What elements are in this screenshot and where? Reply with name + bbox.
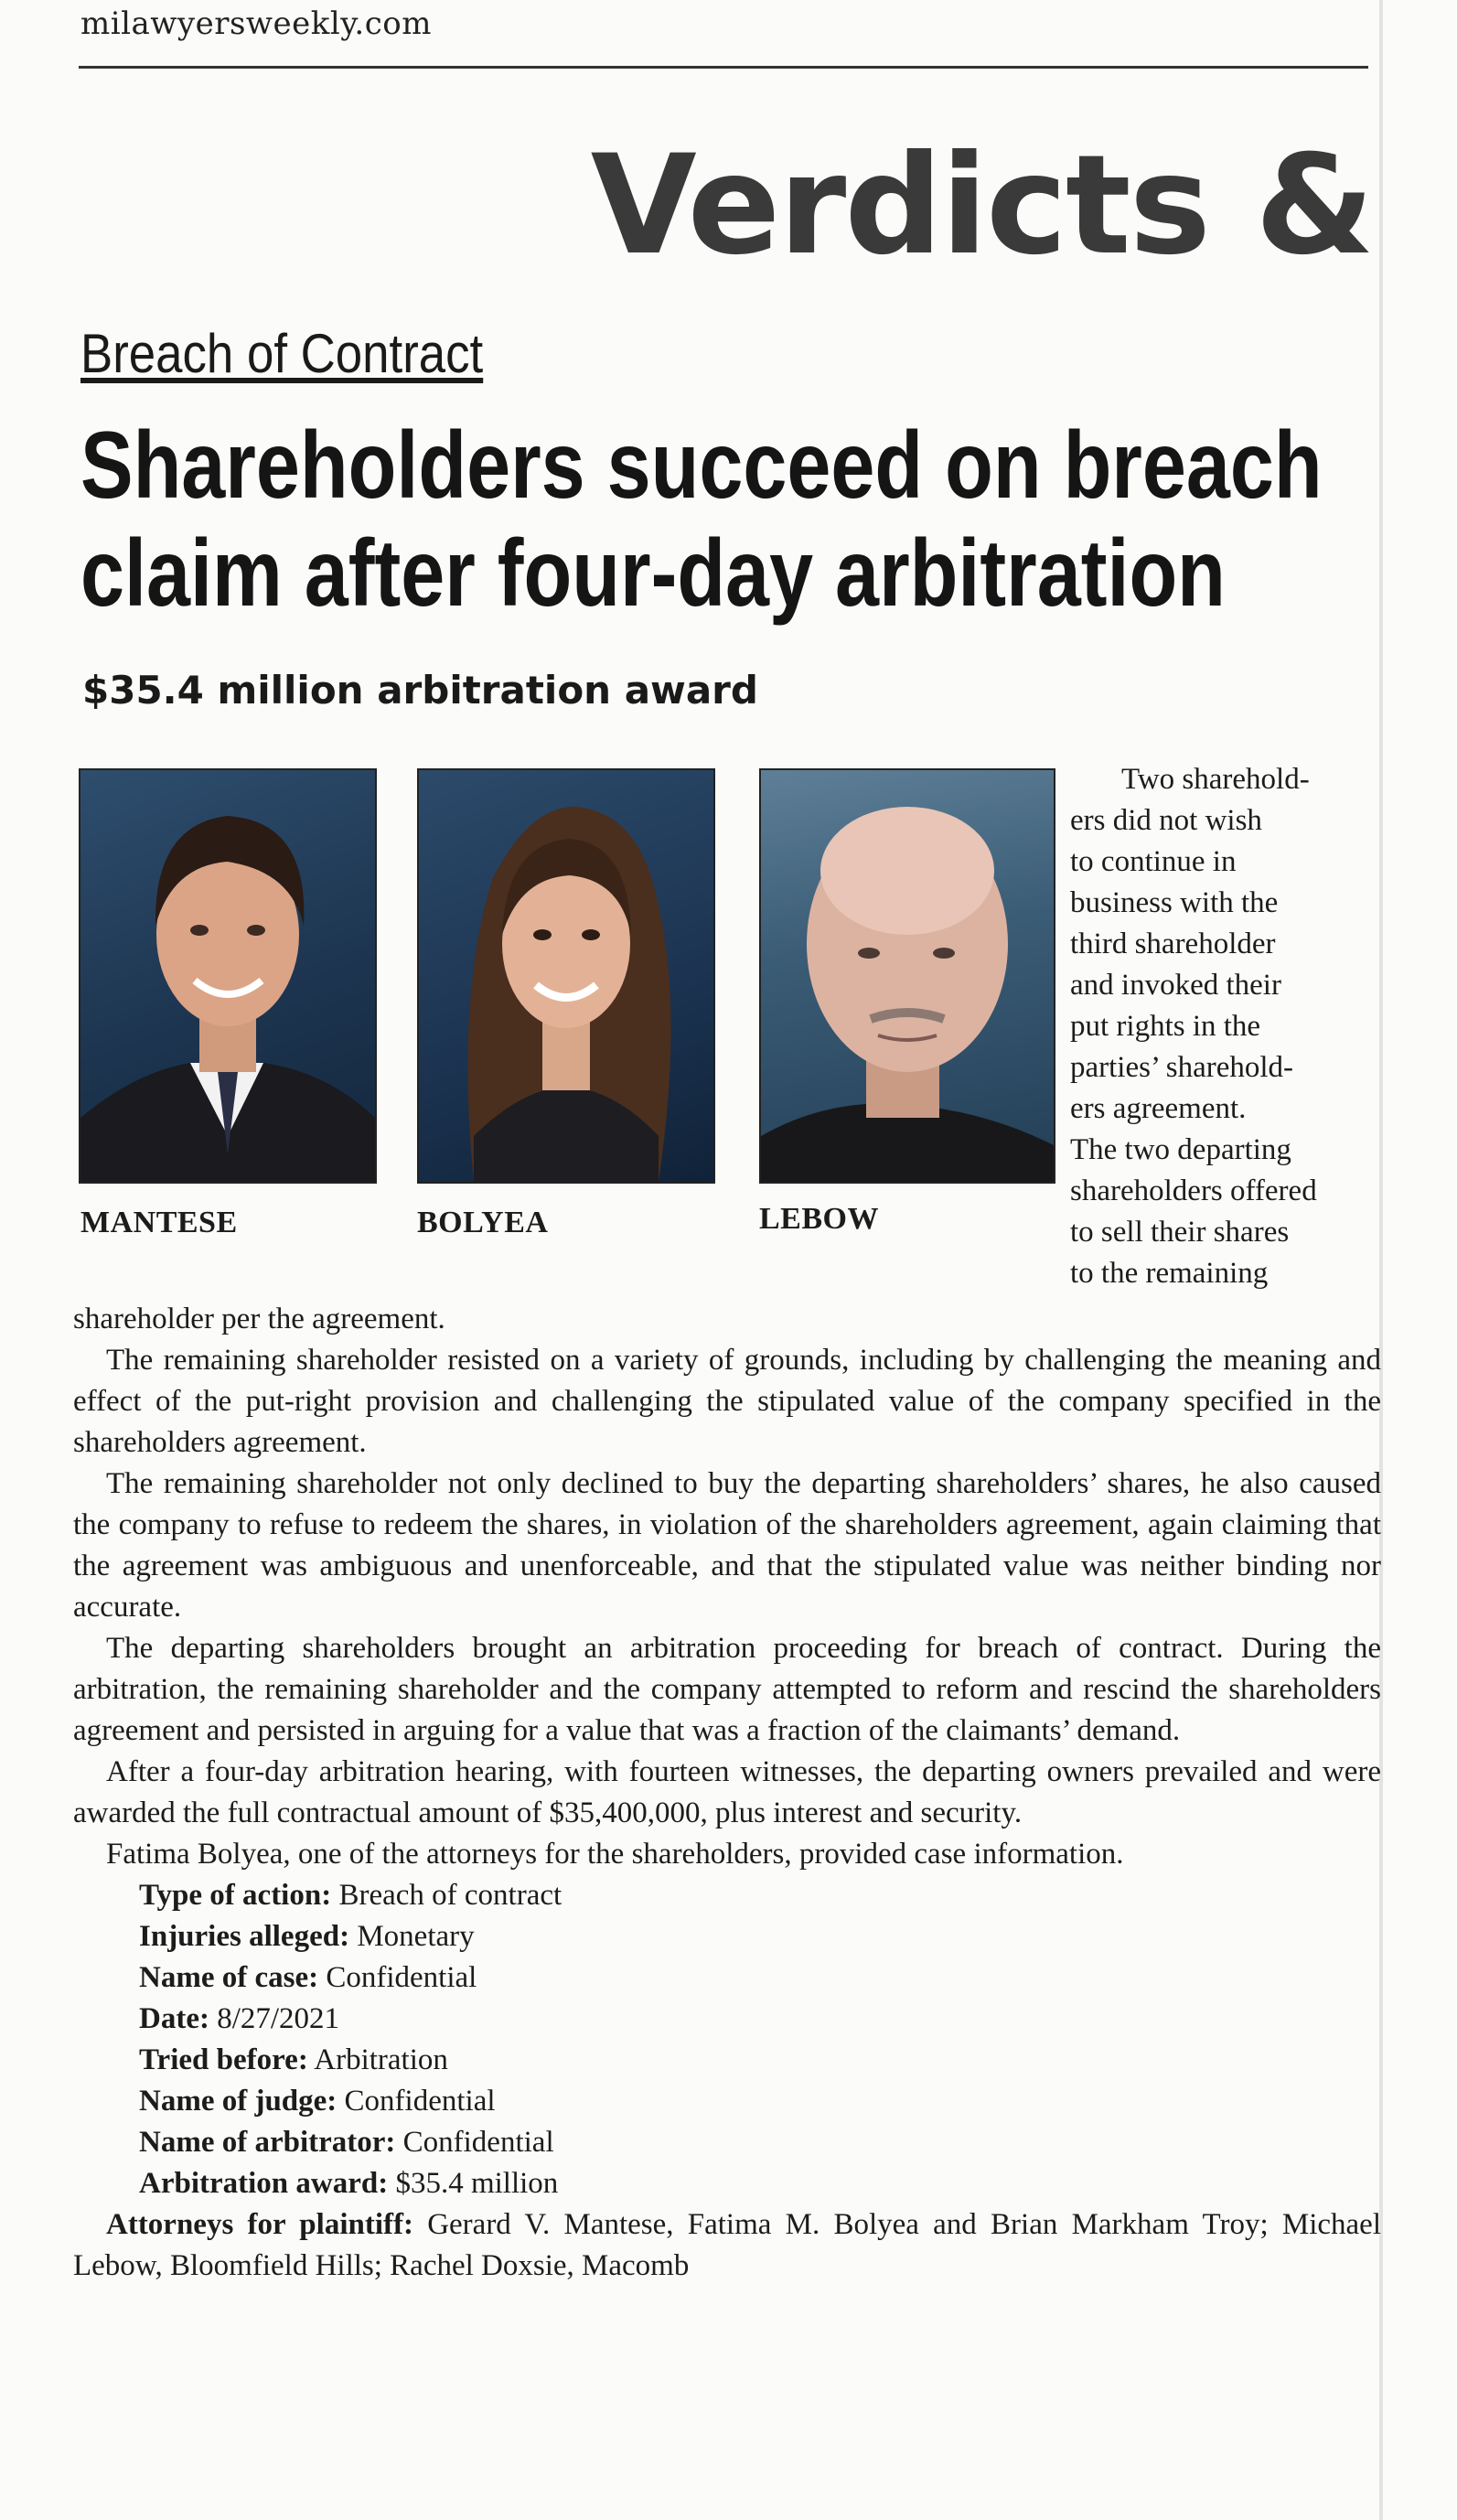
- case-info-label: Name of case:: [139, 1961, 319, 1994]
- case-info-row: [73, 1957, 1381, 1999]
- case-info-value: $35.4 million: [395, 2167, 559, 2200]
- section-banner: Verdicts &: [590, 126, 1373, 285]
- photo-lebow: [759, 768, 1055, 1184]
- caption-lebow: LEBOW: [759, 1202, 879, 1236]
- column-line: and invoked their: [1070, 969, 1281, 1002]
- case-info-value: 8/27/2021: [217, 2002, 340, 2035]
- case-info-label: Date:: [139, 2002, 209, 2035]
- column-line: parties’ sharehold-: [1070, 1051, 1294, 1084]
- case-info-value: Monetary: [357, 1920, 475, 1953]
- column-line: shareholders offered: [1070, 1174, 1317, 1207]
- case-info-row: [73, 1875, 1381, 1916]
- photo-mantese: [79, 768, 377, 1184]
- column-line: The two departing: [1070, 1133, 1291, 1166]
- case-info-value: Gerard V. Mantese, Fatima M. Bolyea and Brian Markham Troy; Michael Lebow, Bloomfield Hills; Rachel Doxsie, Macomb: [73, 2208, 1381, 2282]
- case-info-value: Confidential: [344, 2085, 496, 2118]
- column-line: to the remaining: [1070, 1257, 1269, 1290]
- case-info-row: [73, 1999, 1381, 2040]
- headline-line-2: claim after four-day arbitration: [80, 520, 1226, 627]
- body-paragraph: shareholder per the agreement.: [73, 1303, 445, 1335]
- column-line: third shareholder: [1070, 928, 1276, 960]
- column-line: to sell their shares: [1070, 1216, 1290, 1249]
- case-info-label: Injuries alleged:: [139, 1920, 350, 1953]
- case-info-label: Type of action:: [139, 1879, 332, 1912]
- portrait-bald-man-icon: [761, 770, 1054, 1182]
- body-paragraph: The remaining shareholder resisted on a variety of grounds, including by challenging the meaning and effect of the put-right provision and challenging the stipulated value of the company specified in the shareholders agreement.: [73, 1344, 1381, 1459]
- column-line: put rights in the: [1070, 1010, 1261, 1043]
- column-line: to continue in: [1070, 845, 1237, 878]
- case-info-label: Arbitration award:: [139, 2167, 389, 2200]
- case-info-label: Name of judge:: [139, 2085, 337, 2118]
- case-info: [73, 1875, 1381, 2287]
- subheadline: $35.4 million arbitration award: [82, 668, 758, 713]
- case-info-row: [73, 2040, 1381, 2081]
- case-info-row: [73, 2204, 1381, 2287]
- case-info-value: Breach of contract: [338, 1879, 562, 1912]
- headline-line-1: Shareholders succeed on breach: [80, 413, 1323, 519]
- portrait-woman-icon: [419, 770, 713, 1182]
- body-paragraph: Fatima Bolyea, one of the attorneys for the shareholders, provided case information.: [106, 1838, 1124, 1871]
- case-info-row: [73, 2163, 1381, 2204]
- column-line: ers agreement.: [1070, 1092, 1247, 1125]
- side-column-text: [1070, 759, 1381, 1294]
- column-line: business with the: [1070, 886, 1279, 919]
- case-info-label: Attorneys for plaintiff:: [106, 2208, 413, 2241]
- site-url: milawyersweekly.com: [80, 5, 432, 42]
- column-line: ers did not wish: [1070, 804, 1262, 837]
- case-info-row: [73, 2081, 1381, 2122]
- case-info-row: [73, 1916, 1381, 1957]
- case-info-label: Name of arbitrator:: [139, 2126, 396, 2159]
- case-info-value: Confidential: [402, 2126, 554, 2159]
- case-info-value: Confidential: [326, 1961, 477, 1994]
- case-info-row: [73, 2122, 1381, 2163]
- category-label: Breach of Contract: [80, 323, 484, 384]
- portrait-man-suit-icon: [80, 770, 375, 1182]
- headline: [80, 412, 1323, 627]
- caption-bolyea: BOLYEA: [417, 1206, 549, 1239]
- header-rule: [79, 66, 1368, 69]
- body-paragraph: The departing shareholders brought an arbitration proceeding for breach of contract. During the arbitration, the remaining shareholder and the company attempted to reform and rescind the shareholders agreement and persisted in arguing for a value that was a fraction of the claimants’ demand.: [73, 1632, 1381, 1747]
- case-info-label: Tried before:: [139, 2043, 308, 2076]
- photo-bolyea: [417, 768, 715, 1184]
- body-paragraph: After a four-day arbitration hearing, with fourteen witnesses, the departing owners prevailed and were awarded the full contractual amount of $35,400,000, plus interest and security.: [73, 1755, 1381, 1829]
- column-line: Two sharehold-: [1121, 763, 1310, 796]
- body-paragraph: The remaining shareholder not only declined to buy the departing shareholders’ shares, he also caused the company to refuse to redeem the shares, in violation of the shareholders agreement, again claiming that the agreement was ambiguous and unenforceable, and that the stipulated value was neither binding nor accurate.: [73, 1467, 1381, 1624]
- caption-mantese: MANTESE: [80, 1206, 238, 1239]
- article-body: [73, 1299, 1381, 2287]
- case-info-value: Arbitration: [314, 2043, 448, 2076]
